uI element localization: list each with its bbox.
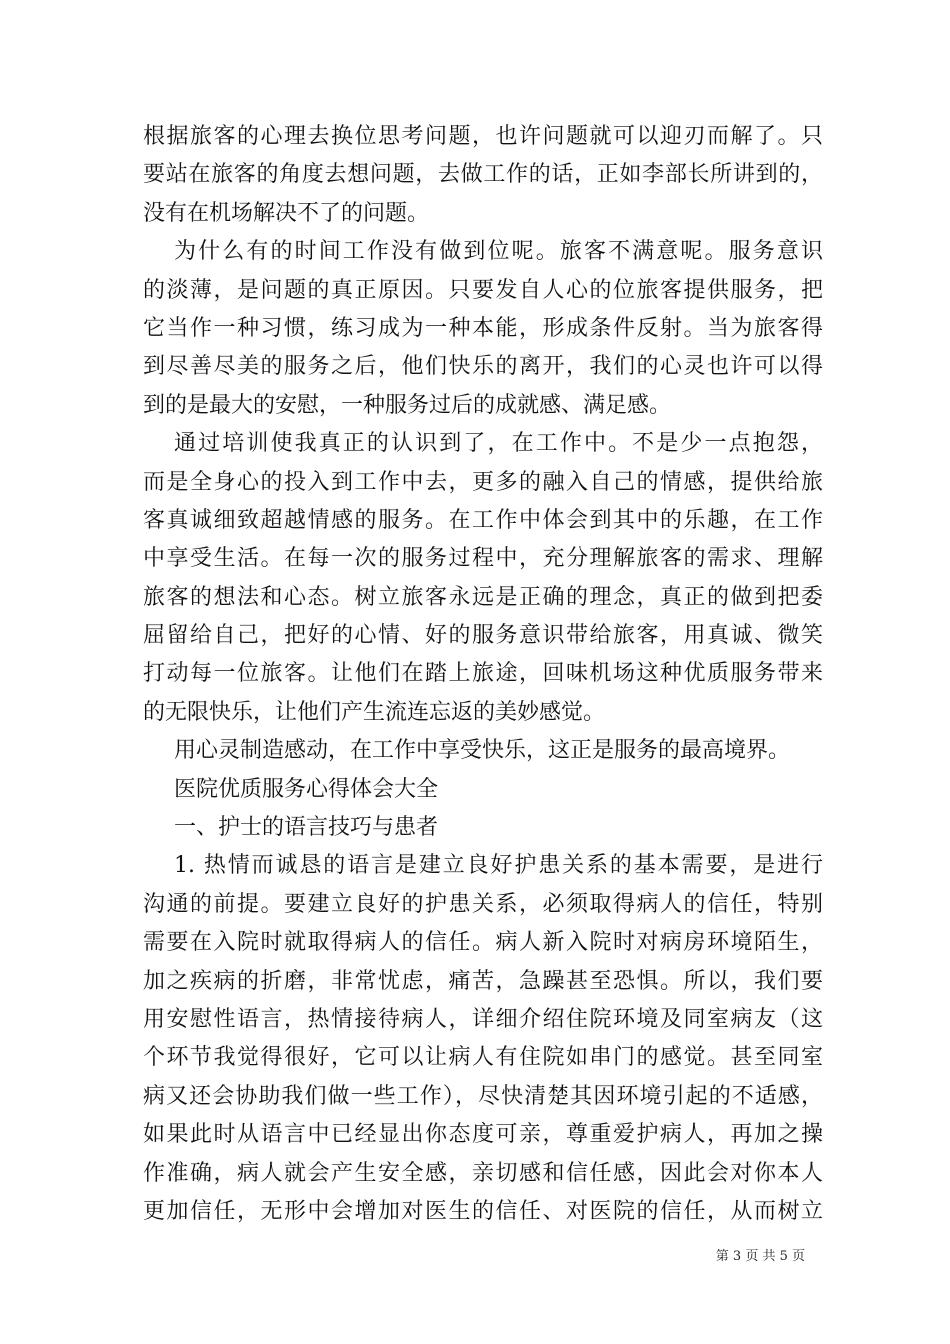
text-line: 的淡薄，是问题的真正原因。只要发自人心的位旅客提供服务，把 [143,277,823,303]
text-line: 用安慰性语言，热情接待病人，详细介绍住院环境及同室病友（这 [143,1006,823,1032]
text-line: 到尽善尽美的服务之后，他们快乐的离开，我们的心灵也许可以得 [143,354,823,380]
text-line: 个环节我觉得很好，它可以让病人有住院如串门的感觉。甚至同室 [143,1045,823,1071]
text-line: 用心灵制造感动，在工作中享受快乐，这正是服务的最高境界。 [174,738,791,764]
text-line: 客真诚细致超越情感的服务。在工作中体会到其中的乐趣，在工作 [143,507,823,533]
page-number: 第 3 页 共 5 页 [715,1249,805,1264]
text-line: 的无限快乐，让他们产生流连忘返的美妙感觉。 [143,699,606,725]
text-line: 根据旅客的心理去换位思考问题，也许问题就可以迎刃而解了。只 [143,124,823,149]
text-line: 而是全身心的投入到工作中去，更多的融入自己的情感，提供给旅 [143,469,823,495]
text-line: 屈留给自己，把好的心情、好的服务意识带给旅客，用真诚、微笑 [143,623,823,649]
text-line: 沟通的前提。要建立良好的护患关系，必须取得病人的信任，特别 [143,891,823,917]
text-line: 打动每一位旅客。让他们在踏上旅途，回味机场这种优质服务带来 [143,661,823,687]
text-line: 更加信任，无形中会增加对医生的信任、对医院的信任，从而树立 [143,1198,823,1224]
text-line: 1. 热情而诚恳的语言是建立良好护患关系的基本需要，是进行 [174,853,823,879]
text-line: 要站在旅客的角度去想问题，去做工作的话，正如李部长所讲到的， [143,162,823,188]
text-line: 中享受生活。在每一次的服务过程中，充分理解旅客的需求、理解 [143,546,823,572]
text-line: 加之疾病的折磨，非常忧虑，痛苦，急躁甚至恐惧。所以，我们要 [143,968,823,994]
text-line: 如果此时从语言中已经显出你态度可亲，尊重爱护病人，再加之操 [143,1122,823,1148]
document-body [143,118,823,1231]
subsection-heading: 一、护士的语言技巧与患者 [174,815,439,841]
text-line: 需要在入院时就取得病人的信任。病人新入院时对病房环境陌生， [143,930,823,956]
text-line: 旅客的想法和心态。树立旅客永远是正确的理念，真正的做到把委 [143,584,823,610]
text-line: 没有在机场解决不了的问题。 [143,200,430,226]
text-line: 作准确，病人就会产生安全感，亲切感和信任感，因此会对你本人 [143,1160,823,1186]
text-line: 为什么有的时间工作没有做到位呢。旅客不满意呢。服务意识 [174,239,823,265]
text-line: 它当作一种习惯，练习成为一种本能，形成条件反射。当为旅客得 [143,315,823,341]
text-line: 通过培训使我真正的认识到了，在工作中。不是少一点抱怨， [174,431,823,457]
text-line: 到的是最大的安慰，一种服务过后的成就感、满足感。 [143,392,672,418]
text-line: 病又还会协助我们做一些工作），尽快清楚其因环境引起的不适感， [143,1083,823,1109]
section-heading: 医院优质服务心得体会大全 [174,776,439,802]
